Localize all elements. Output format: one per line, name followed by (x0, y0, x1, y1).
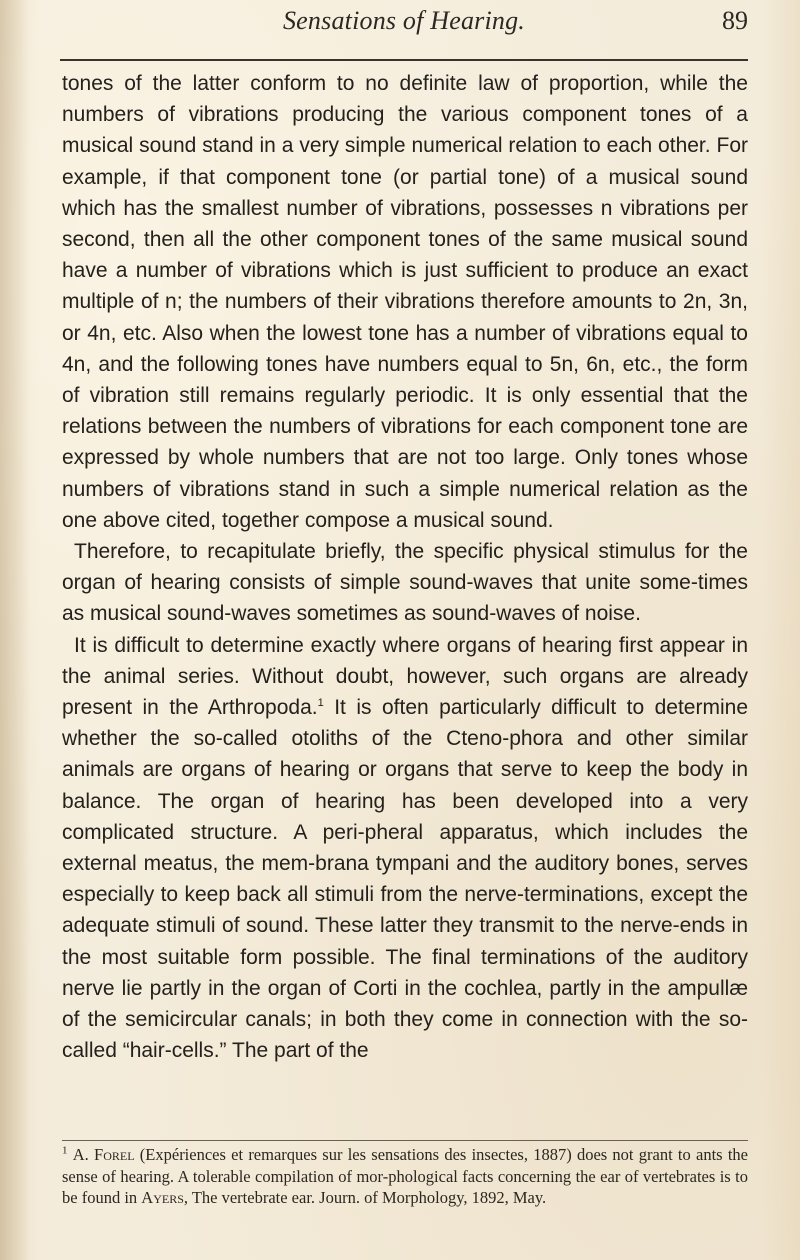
running-header (60, 0, 748, 50)
footnote-text: (Expériences et remarques sur les sensations des insectes, 1887) does not grant to ants the sense of hearing. A tolerable compilation of mor-phological facts concerning the ear of vertebrates is to be found in (62, 1145, 748, 1207)
footnote-rule (62, 1140, 748, 1141)
paragraph-3 (62, 630, 748, 1067)
paragraph-1: tones of the latter conform to no definite law of proportion, while the numbers of vibrations producing the various component tones of a musical sound stand in a very simple numerical relation to each other. For example, if that component tone (or partial tone) of a musical sound which has the smallest number of vibrations, possesses n vibrations per second, then all the other component tones of the same musical sound have a number of vibrations which is just sufficient to produce an exact multiple of n; the numbers of their vibrations therefore amounts to 2n, 3n, or 4n, etc. Also when the lowest tone has a number of vibrations equal to 4n, and the following tones have numbers equal to 5n, 6n, etc., the form of vibration still remains regularly periodic. It is only essential that the relations between the numbers of vibrations for each component tone are expressed by whole numbers that are not too large. Only tones whose numbers of vibrations stand in such a simple numerical relation as the one above cited, together compose a musical sound. (62, 72, 748, 532)
footnote-ref-text: , The vertebrate ear. Journ. of Morphology, 1892, May. (183, 1188, 547, 1207)
paragraph-3-text-a: It is difficult to determine exactly where organs of hearing first appear in the animal series. Without doubt, however, such organs are already present in the Arthropoda. (62, 633, 748, 720)
header-rule (60, 59, 748, 61)
paragraph-3-text-b: It is often particularly difficult to determine whether the so-called otoliths of the Cteno-phora and other similar animals are organs of hearing or organs that serve to keep the body in balance. The organ of hearing has been developed into a very complicated structure. A peri-pheral apparatus, which includes the external meatus, the mem-brana tympani and the auditory bones, serves especially to keep back all stimuli from the nerve-terminations, except the adequate stimuli of sound. These latter they transmit to the nerve-ends in the most suitable form possible. The final terminations of the auditory nerve lie partly in the organ of Corti in the cochlea, partly in the ampullæ of the semicircular canals; in both they come in connection with the so-called “hair-cells.” The part of the (62, 696, 748, 1063)
page-number: 89 (722, 6, 748, 35)
body-text (62, 68, 748, 1067)
footnote-ref-author: Ayers (141, 1188, 184, 1207)
paragraph-2: Therefore, to recapitulate briefly, the specific physical stimulus for the organ of hearing consists of simple sound-waves that unite some-times as musical sound-waves sometimes as sound-waves of noise. (62, 540, 748, 626)
footnote-reference[interactable]: 1 (317, 697, 324, 710)
running-title: Sensations of Hearing. (282, 6, 525, 35)
page-fold-shadow (0, 0, 30, 1260)
footnote-mark: 1 (62, 1144, 68, 1157)
footnote-author: A. Forel (72, 1145, 135, 1164)
footnote (62, 1144, 748, 1209)
